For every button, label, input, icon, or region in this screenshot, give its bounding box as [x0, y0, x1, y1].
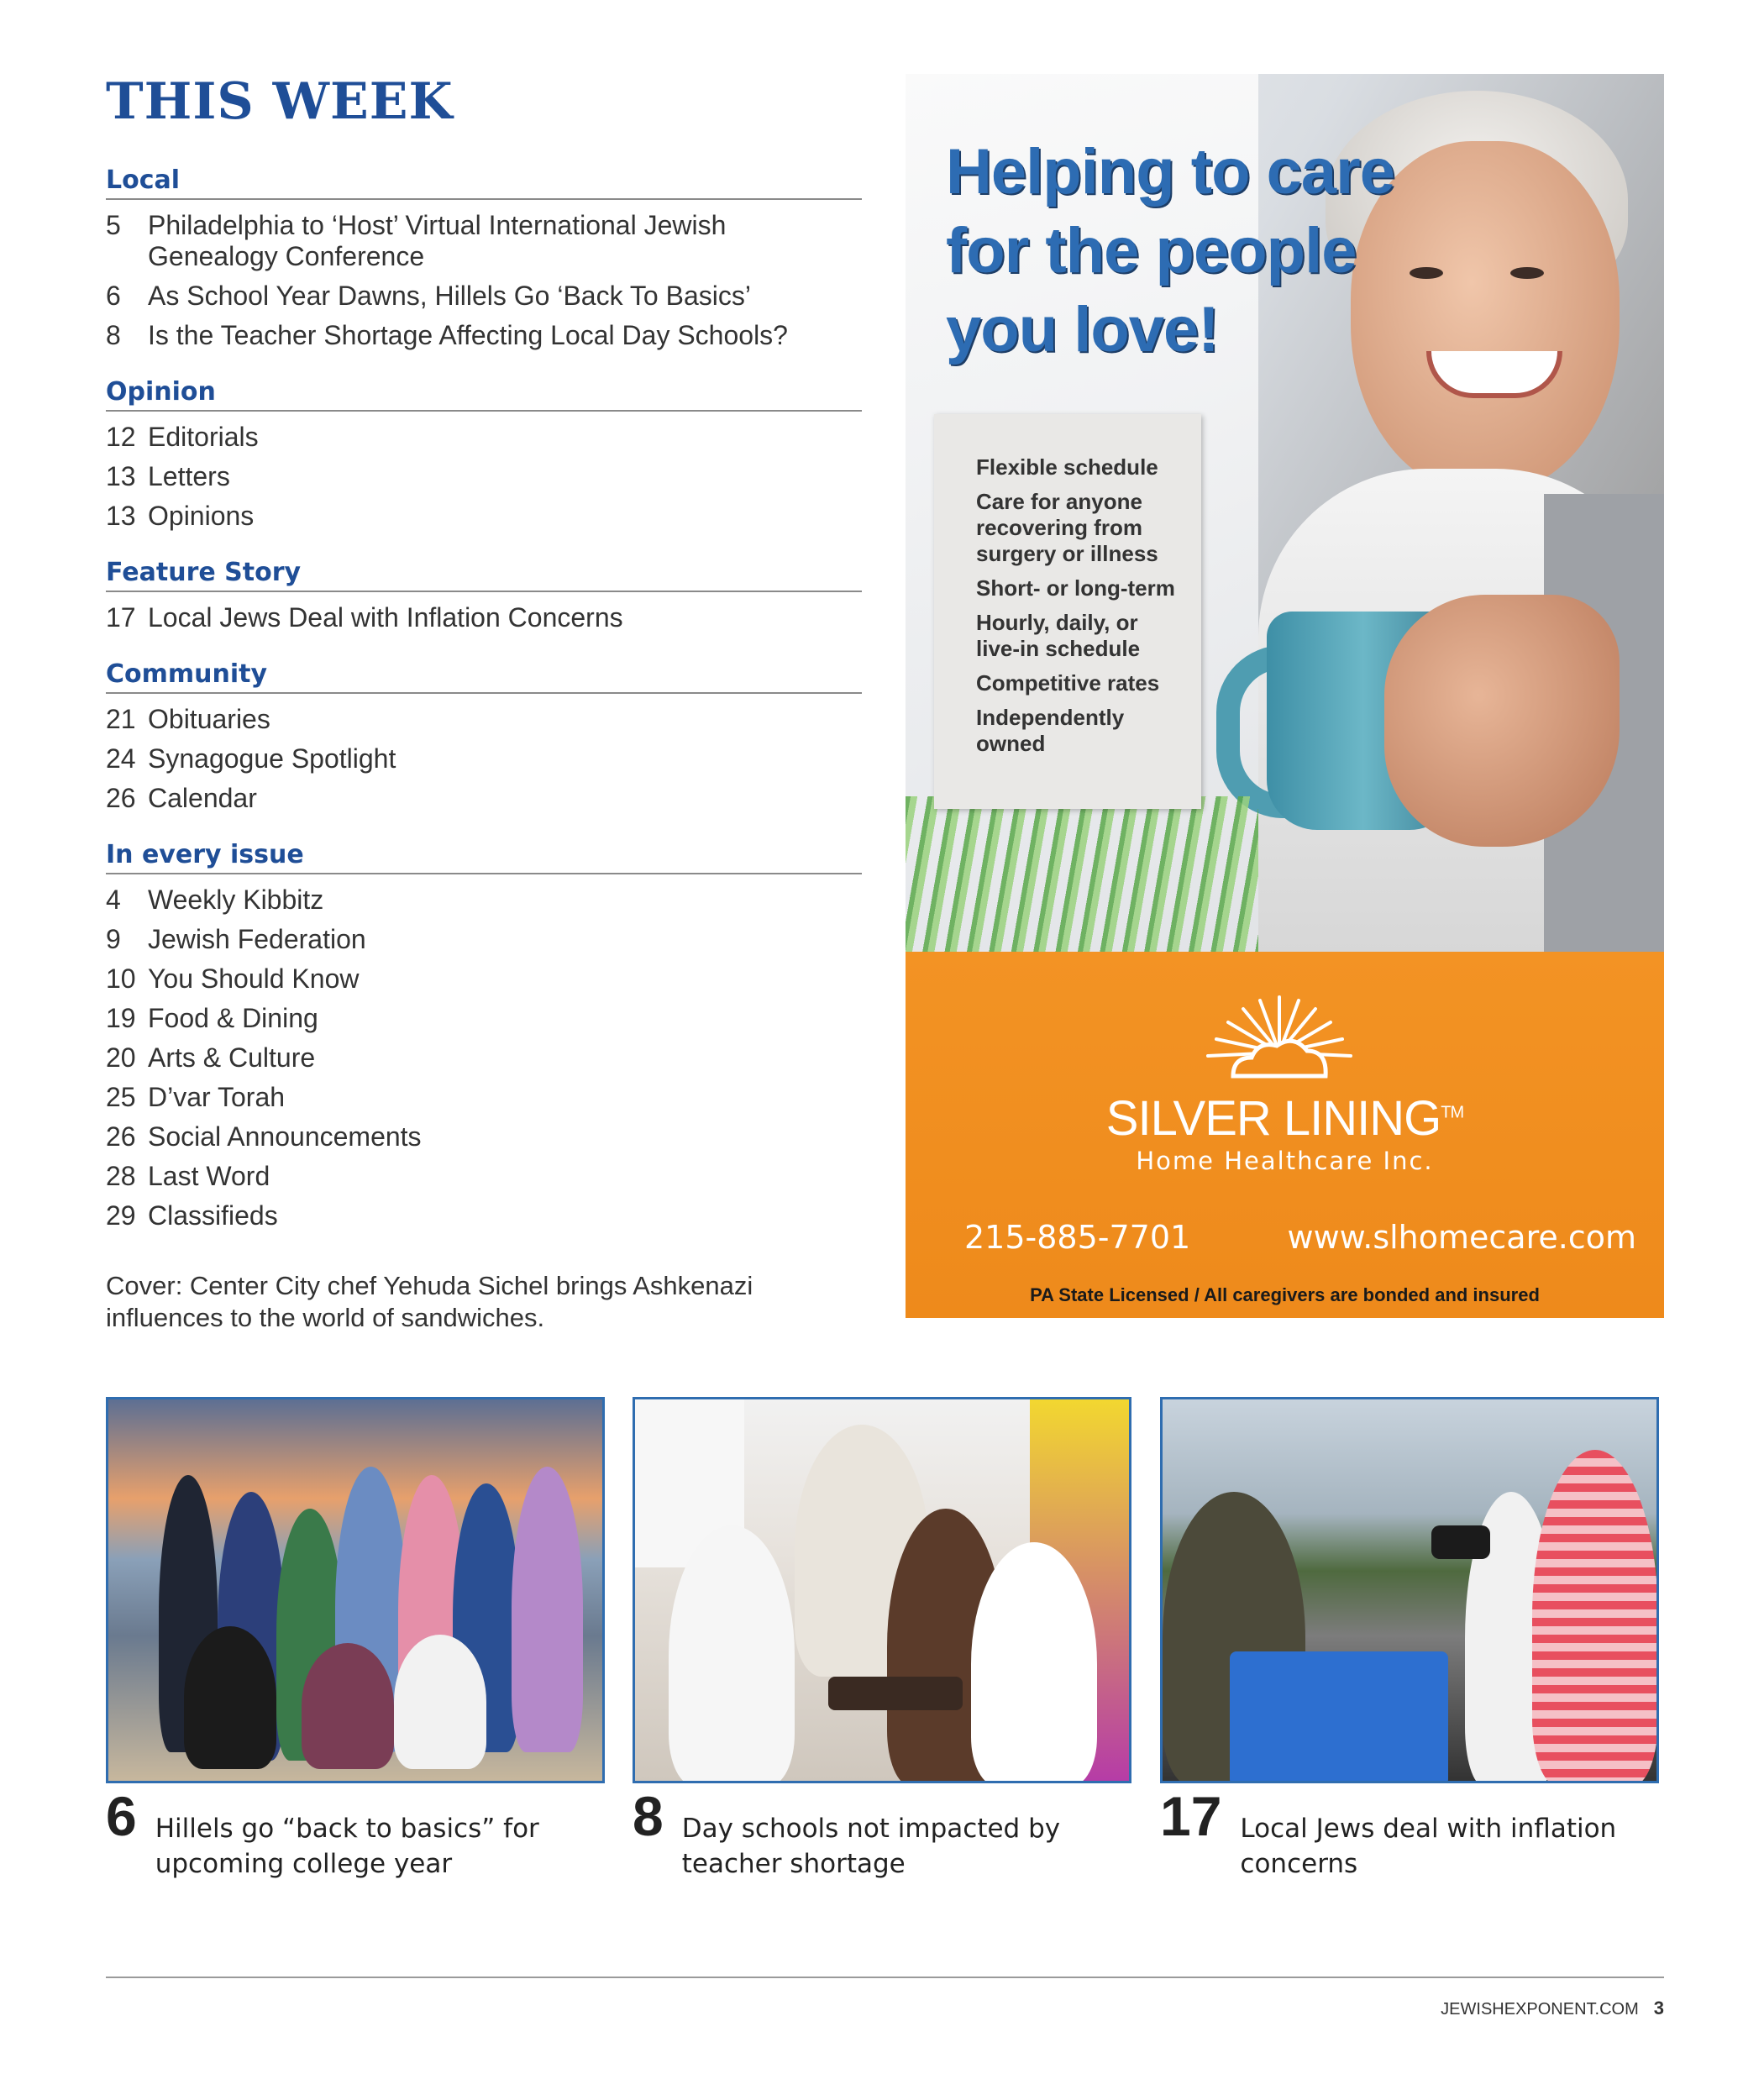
photo-hillels-group[interactable] — [106, 1397, 605, 1783]
section-heading: Local — [106, 165, 862, 200]
page-number: 10 — [106, 963, 136, 994]
page-number: 19 — [106, 1003, 136, 1033]
section-in-every-issue — [106, 839, 862, 1231]
page-number: 24 — [106, 743, 136, 774]
headline-line: you love! — [946, 294, 1219, 365]
section-opinion — [106, 376, 862, 532]
page-number: 13 — [106, 501, 136, 531]
student — [971, 1542, 1097, 1783]
entry-title: Philadelphia to ‘Host’ Virtual International Jewish Genealogy Conference — [148, 210, 727, 271]
photo-day-school-students[interactable] — [633, 1397, 1131, 1783]
page-number: 17 — [106, 602, 136, 633]
toc-entry[interactable] — [106, 1121, 862, 1152]
cover-note: Cover: Center City chef Yehuda Sichel brings Ashkenazi influences to the world of sandwiches. — [106, 1271, 753, 1332]
page-number: 9 — [106, 924, 121, 954]
section-heading: In every issue — [106, 839, 862, 874]
toc-entry[interactable] — [106, 501, 862, 532]
toc-entry[interactable] — [106, 281, 862, 312]
entry-title: Arts & Culture — [148, 1042, 316, 1073]
caption-text: Day schools not impacted by teacher shortage — [681, 1814, 1061, 1879]
grass — [906, 796, 1258, 952]
page-number: 21 — [106, 704, 136, 734]
photo-caption — [633, 1785, 1137, 1882]
toc-entry[interactable] — [106, 963, 862, 995]
trademark: TM — [1441, 1103, 1464, 1122]
toc-entry[interactable] — [106, 320, 862, 351]
ad-photo-woman-with-mug — [906, 74, 1664, 952]
entry-title: D’var Torah — [148, 1082, 286, 1112]
person — [394, 1635, 486, 1769]
toc-entry[interactable] — [106, 461, 862, 492]
entry-title: Weekly Kibbitz — [148, 885, 324, 915]
page-number: 5 — [106, 210, 121, 240]
caption-text: Hillels go “back to basics” for upcoming college year — [155, 1814, 539, 1879]
toc-entry[interactable] — [106, 602, 862, 633]
sun-cloud-logo-icon — [1200, 992, 1359, 1084]
footer-site[interactable]: JEWISHEXPONENT.COM — [1441, 2000, 1639, 2019]
person — [184, 1626, 276, 1769]
entry-title: Food & Dining — [148, 1003, 318, 1033]
page-number: 20 — [106, 1042, 136, 1073]
feature-item: Competitive rates — [976, 670, 1160, 696]
photo-caption — [1160, 1785, 1664, 1882]
ad-brand-panel — [906, 952, 1664, 1318]
toc-entry[interactable] — [106, 704, 862, 735]
caption-page-number: 17 — [1160, 1785, 1222, 1847]
toc-entry[interactable] — [106, 210, 862, 272]
toc-entry[interactable] — [106, 1200, 862, 1231]
footer — [1441, 1998, 1664, 2019]
caption-page-number: 8 — [633, 1785, 664, 1847]
entry-title: Obituaries — [148, 704, 270, 734]
brand-text: SILVER LINING — [1105, 1091, 1441, 1146]
toc-entry[interactable] — [106, 924, 862, 955]
entry-title: Local Jews Deal with Inflation Concerns — [148, 602, 623, 633]
headline-line: for the people — [946, 215, 1357, 286]
table — [1230, 1651, 1448, 1783]
feature-item: Flexible schedule — [976, 454, 1158, 480]
page-number: 4 — [106, 885, 121, 915]
footer-page-number: 3 — [1653, 1998, 1664, 2019]
brand-name — [906, 1090, 1664, 1147]
toc-entry[interactable] — [106, 1003, 862, 1034]
toc-entry[interactable] — [106, 1161, 862, 1192]
silver-lining-ad[interactable] — [906, 74, 1664, 1318]
section-heading: Feature Story — [106, 557, 862, 592]
entry-title: Social Announcements — [148, 1121, 422, 1152]
caption-text: Local Jews deal with inflation concerns — [1240, 1814, 1617, 1879]
footer-divider — [106, 1977, 1664, 1978]
table-of-contents — [106, 165, 862, 1257]
page-number: 13 — [106, 461, 136, 491]
entry-title: Letters — [148, 461, 230, 491]
toc-entry[interactable] — [106, 783, 862, 814]
headline-line: Helping to care — [946, 136, 1394, 207]
section-local — [106, 165, 862, 351]
brand-subtitle: Home Healthcare Inc. — [1136, 1147, 1434, 1175]
entry-title: Opinions — [148, 501, 255, 531]
page-number: 8 — [106, 320, 121, 350]
entry-title: Synagogue Spotlight — [148, 743, 396, 774]
toc-entry[interactable] — [106, 885, 862, 916]
feature-item: Care for anyone recovering from surgery or illness — [976, 489, 1158, 566]
student — [669, 1525, 795, 1783]
page-number: 29 — [106, 1200, 136, 1231]
ad-headline — [946, 133, 1534, 370]
photo-food-distribution[interactable] — [1160, 1397, 1659, 1783]
entry-title: Calendar — [148, 783, 257, 813]
entry-title: Classifieds — [148, 1200, 278, 1231]
contact-row — [964, 1219, 1636, 1256]
entry-title: As School Year Dawns, Hillels Go ‘Back To Basics’ — [148, 281, 751, 311]
section-heading: Opinion — [106, 376, 862, 412]
tray — [828, 1677, 963, 1710]
entry-title: Last Word — [148, 1161, 270, 1191]
page-title: THIS WEEK — [106, 72, 454, 131]
page-number: 26 — [106, 1121, 136, 1152]
feature-item: Short- or long-term — [976, 575, 1175, 601]
entry-title: Is the Teacher Shortage Affecting Local Day Schools? — [148, 320, 788, 350]
toc-entry[interactable] — [106, 743, 862, 774]
entry-title: You Should Know — [148, 963, 360, 994]
feature-item: Independently owned — [976, 705, 1125, 756]
section-community — [106, 659, 862, 814]
toc-entry[interactable] — [106, 1082, 862, 1113]
page-number: 28 — [106, 1161, 136, 1191]
page-number: 25 — [106, 1082, 136, 1112]
person — [512, 1467, 583, 1752]
person — [1532, 1450, 1658, 1783]
feature-item: Hourly, daily, or live-in schedule — [976, 610, 1141, 661]
car — [1431, 1525, 1490, 1559]
photo-caption — [106, 1785, 610, 1882]
ad-feature-list — [934, 414, 1201, 809]
person — [302, 1643, 394, 1769]
section-heading: Community — [106, 659, 862, 694]
section-feature-story — [106, 557, 862, 633]
toc-entry[interactable] — [106, 1042, 862, 1074]
page-number: 12 — [106, 422, 136, 452]
website-link[interactable]: www.slhomecare.com — [1287, 1219, 1636, 1256]
entry-title: Editorials — [148, 422, 259, 452]
entry-title: Jewish Federation — [148, 924, 366, 954]
phone-number[interactable]: 215-885-7701 — [964, 1219, 1191, 1256]
licensing-note: PA State Licensed / All caregivers are bonded and insured — [1030, 1284, 1540, 1305]
toc-entry[interactable] — [106, 422, 862, 453]
hand — [1384, 595, 1620, 847]
page-number: 26 — [106, 783, 136, 813]
page-number: 6 — [106, 281, 121, 311]
caption-page-number: 6 — [106, 1785, 137, 1847]
